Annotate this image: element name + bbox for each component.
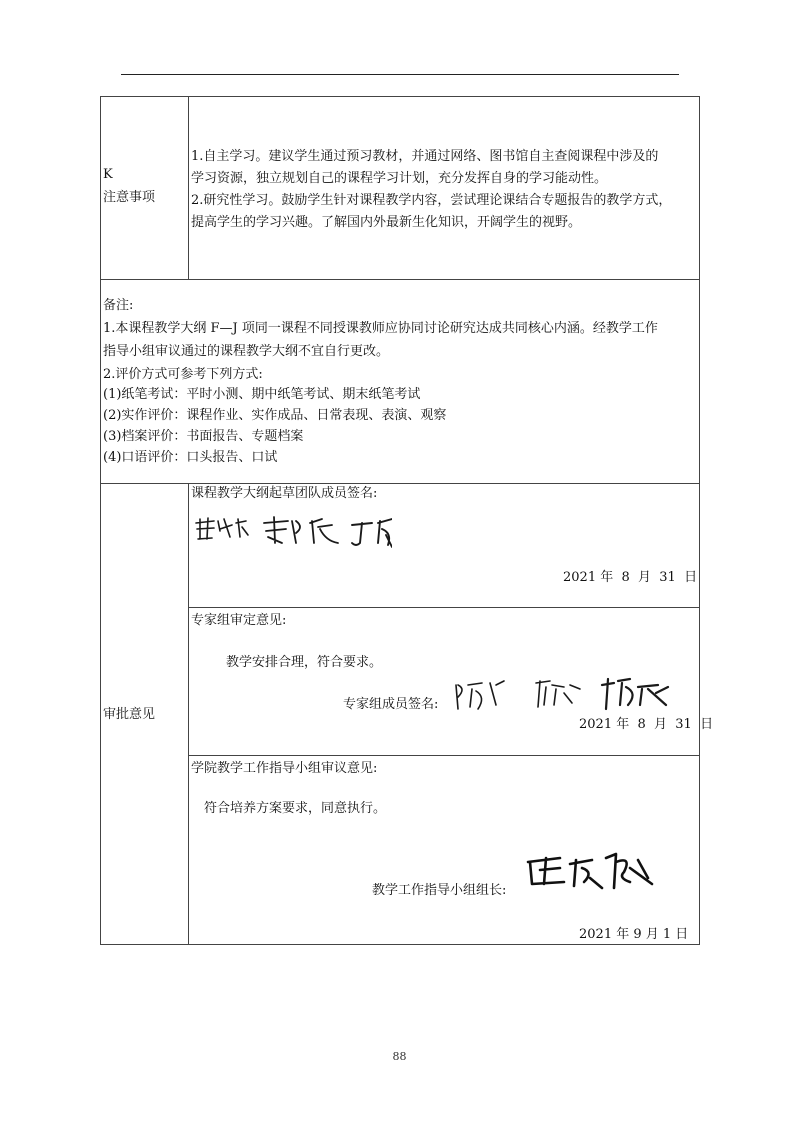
approval-label: 审批意见 bbox=[103, 707, 156, 722]
draft-signature-image bbox=[192, 513, 392, 553]
college-sign-label: 教学工作指导小组组长: bbox=[372, 883, 507, 898]
college-heading: 学院教学工作指导小组审议意见: bbox=[191, 761, 378, 776]
row1-label: 注意事项 bbox=[103, 190, 156, 205]
college-opinion: 符合培养方案要求，同意执行。 bbox=[204, 801, 387, 816]
notes-line-4: (1)纸笔考试：平时小测、期中纸笔考试、期末纸笔考试 bbox=[103, 387, 421, 402]
college-signature-image bbox=[520, 848, 660, 898]
notes-line-6: (3)档案评价：书面报告、专题档案 bbox=[103, 429, 304, 444]
notes-line-1: 1.本课程教学大纲 F—J 项同一课程不同授课教师应协同讨论研究达成共同核心内涵。经教学工作 bbox=[103, 321, 658, 336]
notes-line-5: (2)实作评价：课程作业、实作成品、日常表现、表演、观察 bbox=[103, 408, 447, 423]
draft-date: 2021 年 8 月 31 日 bbox=[563, 570, 698, 585]
expert-signature-image bbox=[452, 675, 682, 715]
row1-label-letter: K bbox=[103, 167, 113, 182]
row1-line-3: 2.研究性学习。鼓励学生针对课程教学内容，尝试理论课结合专题报告的教学方式， bbox=[191, 193, 672, 208]
notes-line-7: (4)口语评价：口头报告、口试 bbox=[103, 450, 278, 465]
expert-opinion: 教学安排合理，符合要求。 bbox=[226, 655, 383, 670]
sig-cao bbox=[196, 518, 248, 539]
page-number: 88 bbox=[392, 1050, 407, 1063]
header-rule bbox=[121, 74, 679, 75]
draft-heading: 课程教学大纲起草团队成员签名: bbox=[191, 486, 378, 501]
expert-heading: 专家组审定意见: bbox=[191, 613, 287, 628]
notes-line-3: 2.评价方式可参考下列方式: bbox=[103, 367, 263, 382]
sig-yu bbox=[352, 519, 392, 547]
notes-line-2: 指导小组审议通过的课程教学大纲不宜自行更改。 bbox=[103, 344, 390, 359]
expert-date: 2021 年 8 月 31 日 bbox=[579, 717, 714, 732]
row1-line-1: 1.自主学习。建议学生通过预习教材，并通过网络、图书馆自主查阅课程中涉及的 bbox=[191, 149, 659, 164]
expert-sign-label: 专家组成员签名: bbox=[343, 697, 439, 712]
sig-guo bbox=[264, 517, 338, 543]
row1-line-2: 学习资源，独立规划自己的课程学习计划，充分发挥自身的学习能动性。 bbox=[191, 171, 608, 186]
notes-title: 备注: bbox=[103, 298, 134, 313]
college-date: 2021 年 9 月 1 日 bbox=[579, 927, 689, 942]
row1-line-4: 提高学生的学习兴趣。了解国内外最新生化知识，开阔学生的视野。 bbox=[191, 215, 582, 230]
